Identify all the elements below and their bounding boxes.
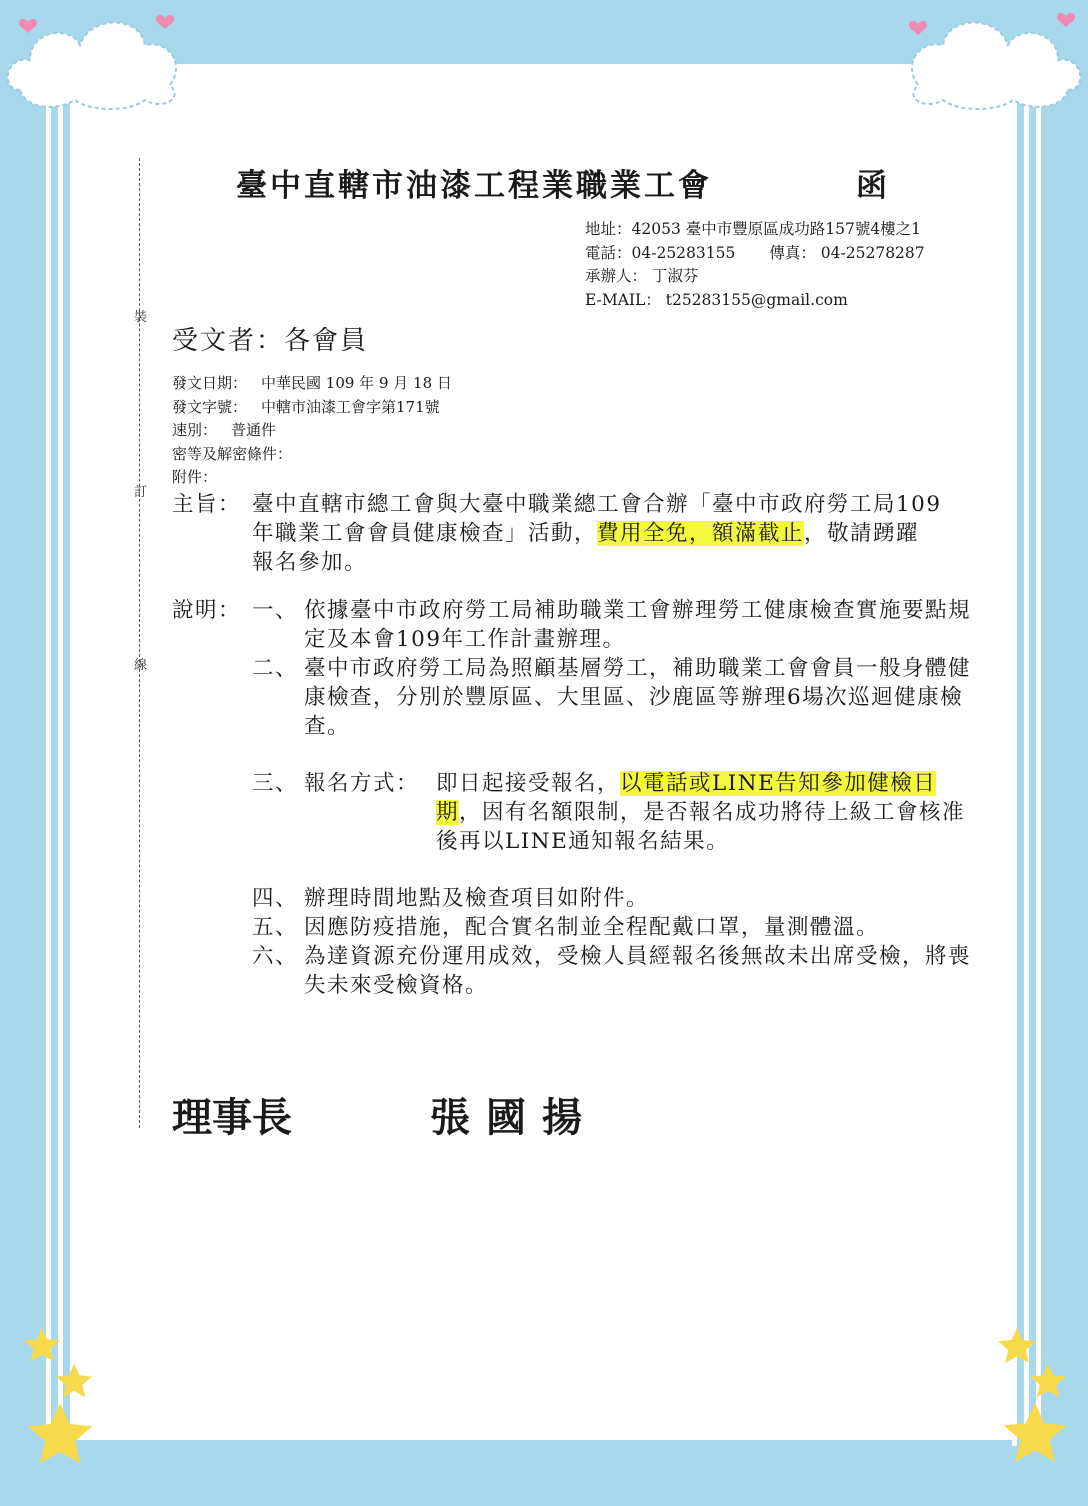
- handler: 承辦人： 丁淑芬: [585, 267, 699, 285]
- contact-block: [585, 218, 925, 312]
- attachment-row: 附件：: [172, 468, 218, 486]
- subject-text: 臺中直轄市總工會與大臺中職業總工會合辦「臺中市政府勞工局109年職業工會會員健康檢查」活動，費用全免，額滿截止，敬請踴躍報名參加。: [252, 492, 942, 575]
- speed-label: 速別：: [172, 421, 218, 439]
- organization-title: 臺中直轄市油漆工程業職業工會: [236, 168, 712, 204]
- explanation-item: 五、 因應防疫措施，配合實名制並全程配戴口罩，量測體溫。: [252, 915, 880, 940]
- speed-row: [172, 419, 452, 443]
- binding-mark: 裝: [134, 310, 148, 325]
- explanation-item: 三、 報名方式： 即日起接受報名，以電話或LINE告知參加健檢日期，因有名額限制，是否報名成功將待上級工會核准後再以LINE通知報名結果。: [252, 771, 966, 854]
- issue-date-row: [172, 372, 452, 396]
- explanation-item: 六、 為達資源充份運用成效，受檢人員經報名後無故未出席受檢，將喪失未來受檢資格。: [252, 944, 972, 998]
- email: E-MAIL： t25283155@gmail.com: [585, 290, 848, 309]
- recipient: 受文者：各會員: [172, 326, 369, 356]
- explanation-item: 四、 辦理時間地點及檢查項目如附件。: [252, 886, 650, 911]
- phone: 電話：04-25283155: [585, 243, 736, 262]
- binding-mark: 線: [134, 658, 148, 673]
- doc-number-value: 中轄市油漆工會字第171號: [261, 397, 440, 416]
- signature: [172, 1086, 598, 1143]
- signature-title: 理事長: [172, 1094, 292, 1141]
- issue-date-label: 發文日期：: [172, 374, 248, 392]
- subject-section: [172, 490, 942, 577]
- binding-mark: 訂: [134, 485, 148, 500]
- document-type: 函: [856, 168, 887, 204]
- explanation-item: 二、 臺中市政府勞工局為照顧基層勞工，補助職業工會會員一般身體健康檢查，分別於豐原區、大里區、沙鹿區等辦理6場次巡迴健康檢查。: [252, 656, 972, 739]
- explanation-section: [172, 596, 972, 1000]
- explanation-label: 說明：: [172, 598, 242, 623]
- subject-label: 主旨：: [172, 492, 242, 517]
- address: 地址：42053 臺中市豐原區成功路157號4樓之1: [585, 220, 922, 238]
- issue-date-value: 中華民國 109 年 9 月 18 日: [261, 374, 452, 392]
- subject-highlight: 費用全免，額滿截止: [597, 521, 805, 546]
- doc-number-row: [172, 396, 452, 420]
- meta-block: [172, 372, 452, 490]
- doc-number-label: 發文字號：: [172, 397, 248, 416]
- secrecy-row: 密等及解密條件：: [172, 444, 293, 463]
- registration-method-label: 報名方式：: [304, 771, 420, 796]
- fax: 傳真： 04-25278287: [769, 243, 925, 262]
- registration-highlight: 以電話或LINE告知參加健檢日期: [436, 771, 937, 825]
- speed-value: 普通件: [231, 421, 277, 439]
- phone-fax-line: [585, 242, 925, 266]
- explanation-item: 一、 依據臺中市政府勞工局補助職業工會辦理勞工健康檢查實施要點規定及本會109年工作計畫辦理。: [252, 598, 972, 652]
- signature-name: 張國揚: [430, 1094, 598, 1141]
